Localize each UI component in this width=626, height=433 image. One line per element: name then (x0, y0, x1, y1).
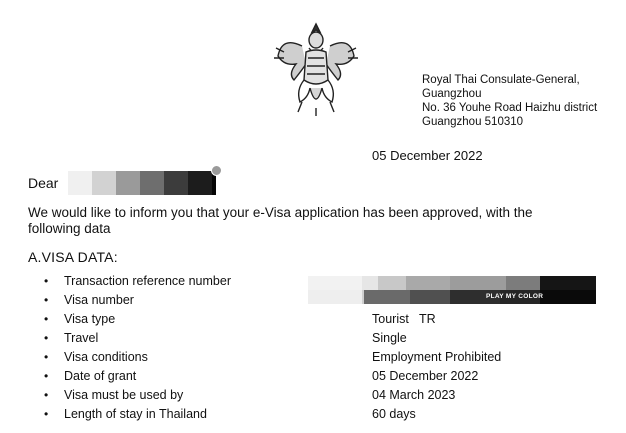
color-cell (308, 276, 362, 290)
color-cell (406, 276, 450, 290)
bullet-icon: • (44, 274, 49, 288)
item-label: Length of stay in Thailand (64, 407, 207, 421)
color-cell (410, 290, 450, 304)
swatch-cell (140, 171, 164, 195)
item-label: Date of grant (64, 369, 137, 383)
color-bar-label: PLAY MY COLOR (486, 293, 544, 300)
item-value: Tourist TR (372, 312, 436, 326)
address-line: Guangzhou 510310 (422, 116, 524, 128)
color-bar-top (308, 276, 596, 290)
item-label: Visa number (64, 293, 134, 307)
color-cell (540, 290, 596, 304)
item-value: 05 December 2022 (372, 369, 479, 383)
swatch-cell (116, 171, 140, 195)
bullet-icon: • (44, 350, 49, 364)
address-line: Royal Thai Consulate-General, (422, 74, 580, 86)
item-label: Visa type (64, 312, 116, 326)
swatch-cell (164, 171, 188, 195)
address-line: No. 36 Youhe Road Haizhu district (422, 102, 598, 114)
greeting-text: Dear (28, 175, 59, 191)
item-value: 04 March 2023 (372, 388, 456, 402)
color-bar-bottom (308, 290, 596, 304)
item-value: 60 days (372, 407, 416, 421)
greeting-row (28, 171, 216, 195)
color-cell (308, 290, 362, 304)
swatch-cell (92, 171, 116, 195)
garuda-emblem-icon (272, 18, 360, 118)
close-icon[interactable] (211, 165, 222, 176)
address-line: Guangzhou (422, 88, 482, 100)
item-label: Visa conditions (64, 350, 148, 364)
color-cell (362, 276, 378, 290)
color-cell (540, 276, 596, 290)
bullet-icon: • (44, 369, 49, 383)
list-item (0, 407, 626, 425)
item-value: Employment Prohibited (372, 350, 502, 364)
item-value: Single (372, 331, 407, 345)
item-label: Visa must be used by (64, 388, 184, 402)
color-cell (506, 276, 540, 290)
color-cell (378, 276, 406, 290)
bullet-icon: • (44, 388, 49, 402)
bullet-icon: • (44, 293, 49, 307)
list-item (0, 331, 626, 349)
item-label: Travel (64, 331, 99, 345)
swatch-cell (68, 171, 92, 195)
color-cell (364, 290, 410, 304)
section-title: A.VISA DATA: (28, 249, 118, 265)
redaction-color-bar (308, 276, 596, 304)
swatch-cell (188, 171, 212, 195)
list-item (0, 369, 626, 387)
bullet-icon: • (44, 407, 49, 421)
letter-date: 05 December 2022 (372, 148, 483, 163)
list-item (0, 350, 626, 368)
name-redaction-swatch (68, 171, 216, 195)
item-label: Transaction reference number (64, 274, 231, 288)
list-item (0, 388, 626, 406)
color-cell (450, 276, 506, 290)
consulate-address (422, 73, 597, 129)
bullet-icon: • (44, 331, 49, 345)
list-item (0, 312, 626, 330)
approval-message: We would like to inform you that your e-Visa application has been approved, with the following data (28, 205, 533, 236)
bullet-icon: • (44, 312, 49, 326)
